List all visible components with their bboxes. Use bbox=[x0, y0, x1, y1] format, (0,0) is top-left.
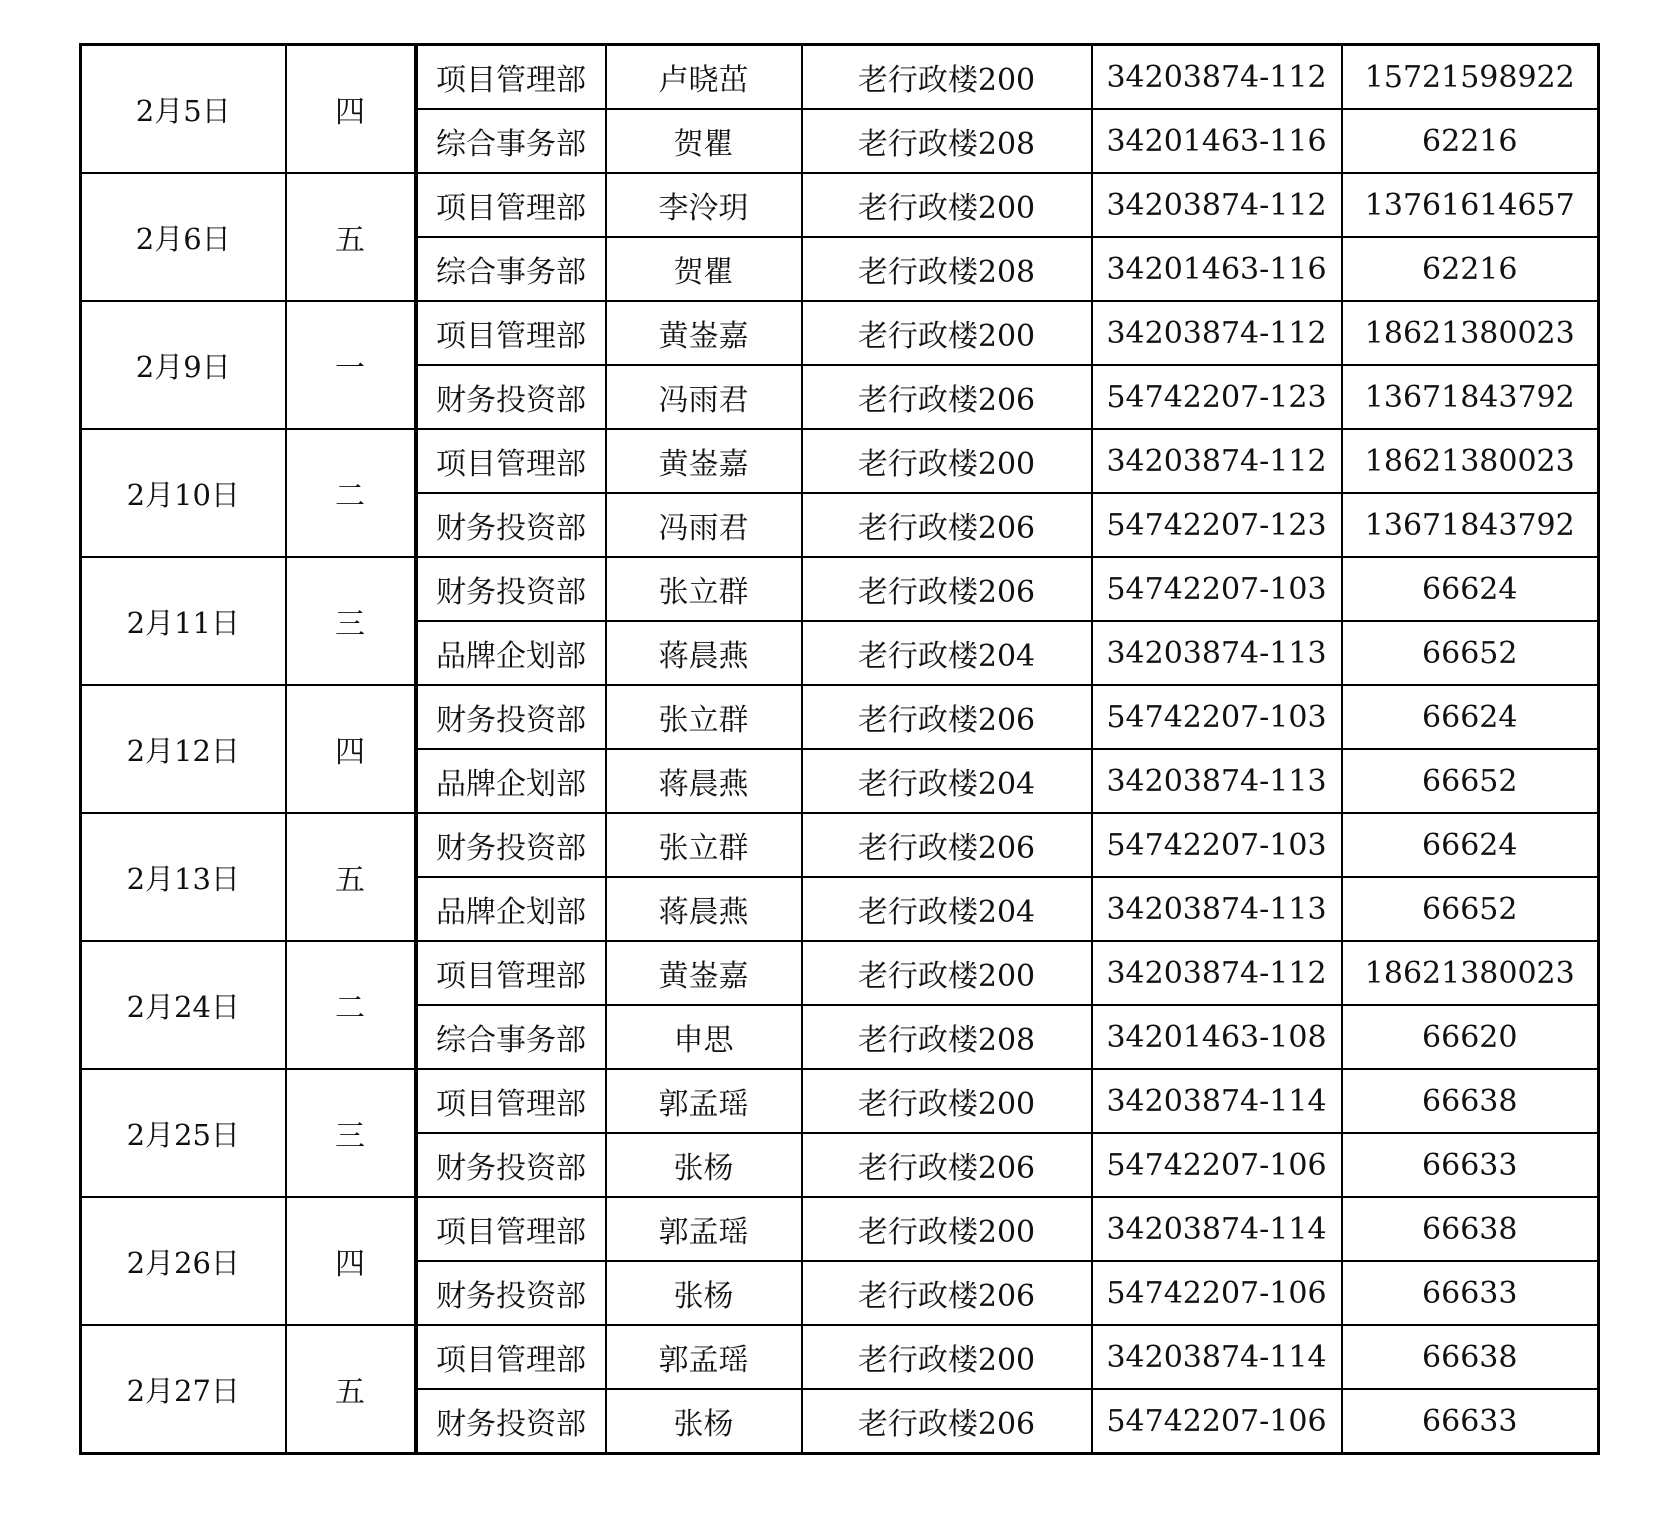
person-name-cell: 申思 bbox=[606, 1005, 802, 1069]
office-cell: 老行政楼200 bbox=[802, 429, 1092, 493]
department-cell: 项目管理部 bbox=[416, 1069, 606, 1133]
person-name-cell: 黄崟嘉 bbox=[606, 429, 802, 493]
person-name-cell: 贺瞿 bbox=[606, 109, 802, 173]
duty-schedule-table bbox=[79, 43, 1600, 1455]
table-row bbox=[81, 429, 1599, 493]
person-name-cell: 张杨 bbox=[606, 1389, 802, 1454]
mobile-cell: 13671843792 bbox=[1342, 365, 1599, 429]
person-name-cell: 卢晓茁 bbox=[606, 45, 802, 110]
mobile-cell: 66652 bbox=[1342, 749, 1599, 813]
mobile-cell: 66620 bbox=[1342, 1005, 1599, 1069]
office-cell: 老行政楼200 bbox=[802, 45, 1092, 110]
phone-cell: 34203874-113 bbox=[1092, 749, 1342, 813]
phone-cell: 54742207-106 bbox=[1092, 1133, 1342, 1197]
mobile-cell: 66633 bbox=[1342, 1389, 1599, 1454]
department-cell: 财务投资部 bbox=[416, 365, 606, 429]
department-cell: 财务投资部 bbox=[416, 685, 606, 749]
date-cell: 2月27日 bbox=[81, 1325, 286, 1454]
person-name-cell: 郭孟瑶 bbox=[606, 1197, 802, 1261]
phone-cell: 34203874-114 bbox=[1092, 1325, 1342, 1389]
mobile-cell: 66638 bbox=[1342, 1325, 1599, 1389]
department-cell: 财务投资部 bbox=[416, 813, 606, 877]
department-cell: 财务投资部 bbox=[416, 557, 606, 621]
office-cell: 老行政楼206 bbox=[802, 1133, 1092, 1197]
weekday-cell: 四 bbox=[286, 685, 416, 813]
table-row bbox=[81, 45, 1599, 110]
mobile-cell: 66624 bbox=[1342, 813, 1599, 877]
phone-cell: 34201463-116 bbox=[1092, 237, 1342, 301]
date-cell: 2月13日 bbox=[81, 813, 286, 941]
office-cell: 老行政楼208 bbox=[802, 109, 1092, 173]
phone-cell: 34203874-114 bbox=[1092, 1197, 1342, 1261]
person-name-cell: 黄崟嘉 bbox=[606, 941, 802, 1005]
phone-cell: 54742207-123 bbox=[1092, 365, 1342, 429]
office-cell: 老行政楼206 bbox=[802, 1389, 1092, 1454]
person-name-cell: 郭孟瑶 bbox=[606, 1325, 802, 1389]
phone-cell: 54742207-106 bbox=[1092, 1261, 1342, 1325]
mobile-cell: 62216 bbox=[1342, 109, 1599, 173]
office-cell: 老行政楼206 bbox=[802, 493, 1092, 557]
date-cell: 2月25日 bbox=[81, 1069, 286, 1197]
weekday-cell: 一 bbox=[286, 301, 416, 429]
mobile-cell: 18621380023 bbox=[1342, 429, 1599, 493]
phone-cell: 34203874-112 bbox=[1092, 941, 1342, 1005]
office-cell: 老行政楼208 bbox=[802, 1005, 1092, 1069]
department-cell: 品牌企划部 bbox=[416, 877, 606, 941]
department-cell: 品牌企划部 bbox=[416, 749, 606, 813]
mobile-cell: 66638 bbox=[1342, 1069, 1599, 1133]
office-cell: 老行政楼206 bbox=[802, 813, 1092, 877]
phone-cell: 54742207-123 bbox=[1092, 493, 1342, 557]
department-cell: 品牌企划部 bbox=[416, 621, 606, 685]
table-row bbox=[81, 1197, 1599, 1261]
mobile-cell: 13761614657 bbox=[1342, 173, 1599, 237]
department-cell: 综合事务部 bbox=[416, 237, 606, 301]
date-cell: 2月6日 bbox=[81, 173, 286, 301]
weekday-cell: 三 bbox=[286, 557, 416, 685]
office-cell: 老行政楼206 bbox=[802, 1261, 1092, 1325]
department-cell: 项目管理部 bbox=[416, 429, 606, 493]
department-cell: 财务投资部 bbox=[416, 1133, 606, 1197]
weekday-cell: 五 bbox=[286, 1325, 416, 1454]
office-cell: 老行政楼200 bbox=[802, 301, 1092, 365]
mobile-cell: 18621380023 bbox=[1342, 941, 1599, 1005]
weekday-cell: 二 bbox=[286, 429, 416, 557]
weekday-cell: 二 bbox=[286, 941, 416, 1069]
mobile-cell: 66624 bbox=[1342, 557, 1599, 621]
date-cell: 2月5日 bbox=[81, 45, 286, 174]
department-cell: 项目管理部 bbox=[416, 941, 606, 1005]
office-cell: 老行政楼208 bbox=[802, 237, 1092, 301]
weekday-cell: 五 bbox=[286, 173, 416, 301]
mobile-cell: 62216 bbox=[1342, 237, 1599, 301]
department-cell: 项目管理部 bbox=[416, 173, 606, 237]
table-row bbox=[81, 557, 1599, 621]
person-name-cell: 张立群 bbox=[606, 813, 802, 877]
mobile-cell: 15721598922 bbox=[1342, 45, 1599, 110]
office-cell: 老行政楼206 bbox=[802, 557, 1092, 621]
department-cell: 项目管理部 bbox=[416, 45, 606, 110]
person-name-cell: 冯雨君 bbox=[606, 365, 802, 429]
mobile-cell: 18621380023 bbox=[1342, 301, 1599, 365]
weekday-cell: 四 bbox=[286, 45, 416, 174]
department-cell: 财务投资部 bbox=[416, 493, 606, 557]
person-name-cell: 郭孟瑶 bbox=[606, 1069, 802, 1133]
date-cell: 2月24日 bbox=[81, 941, 286, 1069]
person-name-cell: 张立群 bbox=[606, 685, 802, 749]
table-row bbox=[81, 813, 1599, 877]
phone-cell: 34201463-108 bbox=[1092, 1005, 1342, 1069]
person-name-cell: 蒋晨燕 bbox=[606, 877, 802, 941]
office-cell: 老行政楼200 bbox=[802, 1069, 1092, 1133]
department-cell: 项目管理部 bbox=[416, 1325, 606, 1389]
department-cell: 财务投资部 bbox=[416, 1389, 606, 1454]
office-cell: 老行政楼206 bbox=[802, 685, 1092, 749]
date-cell: 2月9日 bbox=[81, 301, 286, 429]
office-cell: 老行政楼200 bbox=[802, 1325, 1092, 1389]
weekday-cell: 四 bbox=[286, 1197, 416, 1325]
office-cell: 老行政楼200 bbox=[802, 1197, 1092, 1261]
phone-cell: 54742207-106 bbox=[1092, 1389, 1342, 1454]
office-cell: 老行政楼204 bbox=[802, 749, 1092, 813]
mobile-cell: 66652 bbox=[1342, 877, 1599, 941]
office-cell: 老行政楼204 bbox=[802, 877, 1092, 941]
mobile-cell: 66633 bbox=[1342, 1133, 1599, 1197]
phone-cell: 34203874-112 bbox=[1092, 429, 1342, 493]
office-cell: 老行政楼200 bbox=[802, 941, 1092, 1005]
person-name-cell: 黄崟嘉 bbox=[606, 301, 802, 365]
department-cell: 财务投资部 bbox=[416, 1261, 606, 1325]
table-row bbox=[81, 173, 1599, 237]
department-cell: 项目管理部 bbox=[416, 301, 606, 365]
table-row bbox=[81, 1069, 1599, 1133]
table-row bbox=[81, 685, 1599, 749]
office-cell: 老行政楼206 bbox=[802, 365, 1092, 429]
date-cell: 2月10日 bbox=[81, 429, 286, 557]
date-cell: 2月26日 bbox=[81, 1197, 286, 1325]
office-cell: 老行政楼204 bbox=[802, 621, 1092, 685]
phone-cell: 34203874-112 bbox=[1092, 173, 1342, 237]
office-cell: 老行政楼200 bbox=[802, 173, 1092, 237]
phone-cell: 34203874-113 bbox=[1092, 877, 1342, 941]
department-cell: 综合事务部 bbox=[416, 1005, 606, 1069]
weekday-cell: 五 bbox=[286, 813, 416, 941]
date-cell: 2月11日 bbox=[81, 557, 286, 685]
mobile-cell: 13671843792 bbox=[1342, 493, 1599, 557]
duty-schedule-body bbox=[81, 45, 1599, 1454]
phone-cell: 34203874-112 bbox=[1092, 45, 1342, 110]
person-name-cell: 蒋晨燕 bbox=[606, 621, 802, 685]
phone-cell: 54742207-103 bbox=[1092, 685, 1342, 749]
mobile-cell: 66652 bbox=[1342, 621, 1599, 685]
phone-cell: 34201463-116 bbox=[1092, 109, 1342, 173]
table-row bbox=[81, 941, 1599, 1005]
person-name-cell: 张立群 bbox=[606, 557, 802, 621]
person-name-cell: 蒋晨燕 bbox=[606, 749, 802, 813]
date-cell: 2月12日 bbox=[81, 685, 286, 813]
department-cell: 项目管理部 bbox=[416, 1197, 606, 1261]
mobile-cell: 66624 bbox=[1342, 685, 1599, 749]
weekday-cell: 三 bbox=[286, 1069, 416, 1197]
mobile-cell: 66638 bbox=[1342, 1197, 1599, 1261]
phone-cell: 34203874-112 bbox=[1092, 301, 1342, 365]
phone-cell: 34203874-113 bbox=[1092, 621, 1342, 685]
phone-cell: 34203874-114 bbox=[1092, 1069, 1342, 1133]
phone-cell: 54742207-103 bbox=[1092, 557, 1342, 621]
person-name-cell: 贺瞿 bbox=[606, 237, 802, 301]
person-name-cell: 李泠玥 bbox=[606, 173, 802, 237]
person-name-cell: 张杨 bbox=[606, 1133, 802, 1197]
mobile-cell: 66633 bbox=[1342, 1261, 1599, 1325]
person-name-cell: 张杨 bbox=[606, 1261, 802, 1325]
phone-cell: 54742207-103 bbox=[1092, 813, 1342, 877]
department-cell: 综合事务部 bbox=[416, 109, 606, 173]
table-row bbox=[81, 1325, 1599, 1389]
person-name-cell: 冯雨君 bbox=[606, 493, 802, 557]
table-row bbox=[81, 301, 1599, 365]
